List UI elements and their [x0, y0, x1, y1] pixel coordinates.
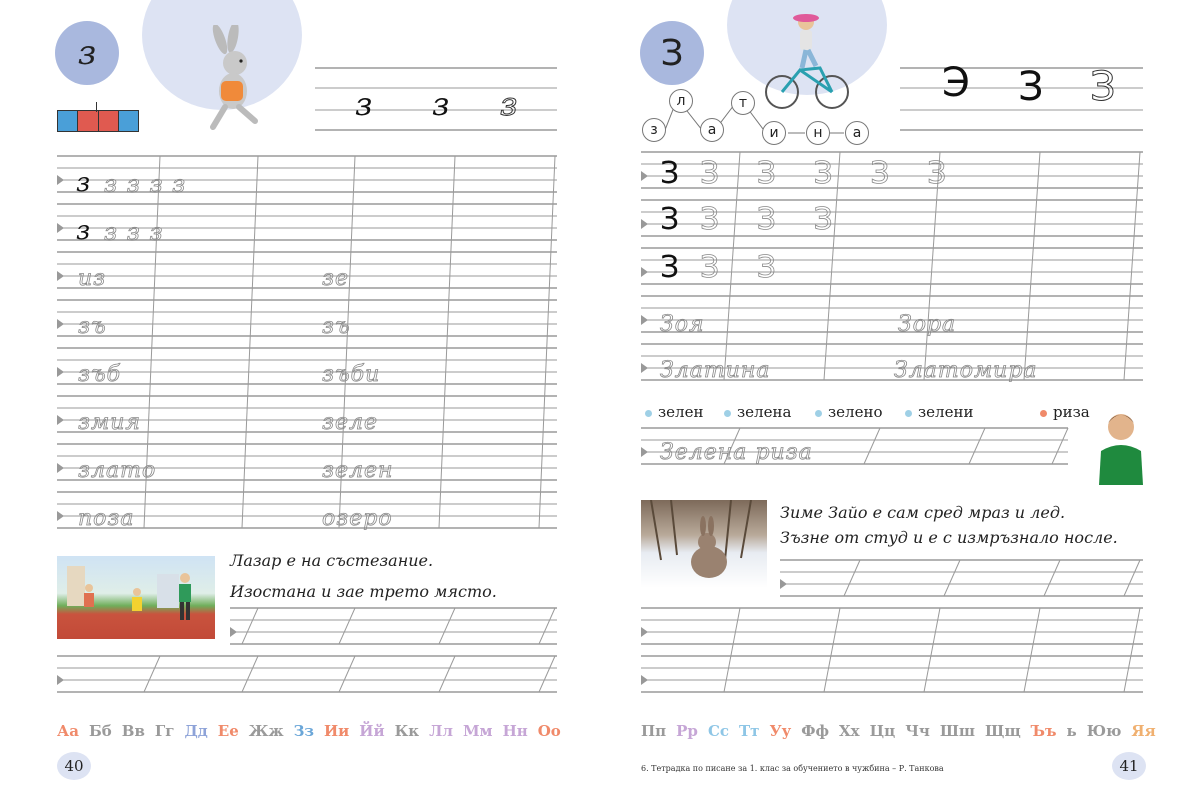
page-number: 40 — [57, 752, 91, 780]
row-arrow-icon — [57, 367, 64, 377]
alphabet-letter: ь — [1066, 722, 1077, 740]
word-traced: зъб — [78, 362, 122, 387]
slant-line — [944, 560, 960, 596]
alphabet-letter: Уу — [769, 722, 792, 740]
syllable-circle: а — [700, 118, 724, 142]
alphabet-letter: Нн — [502, 722, 528, 740]
color-word: зелено — [815, 403, 883, 421]
slant-line — [242, 656, 258, 692]
sentence-line: Зъзне от студ и е с измръзнало носле. — [780, 528, 1118, 547]
slant-line — [1044, 560, 1060, 596]
sound-box-vowel — [58, 111, 78, 131]
color-word: зелена — [724, 403, 791, 421]
alphabet-letter: Юю — [1086, 722, 1122, 740]
alphabet-letter: Рр — [676, 722, 698, 740]
slant-line — [339, 656, 355, 692]
word-traced: зъ — [322, 314, 351, 339]
row-arrow-icon — [57, 175, 64, 185]
row-arrow-icon — [57, 271, 64, 281]
sample-letter: Э — [942, 60, 970, 106]
alphabet-letter: Тт — [739, 722, 760, 740]
alphabet-letter: Цц — [869, 722, 896, 740]
alphabet-letter: Дд — [184, 722, 208, 740]
syllable-circle: т — [731, 91, 755, 115]
sample-letter-traced: З — [1090, 64, 1130, 110]
practice-traced: З З З З З — [700, 156, 961, 191]
color-dot — [724, 410, 731, 417]
slant-line — [1124, 560, 1140, 596]
word-traced: Златина — [660, 358, 771, 383]
letter-badge: З — [640, 21, 704, 85]
footer-note: 6. Тетрадка по писане за 1. клас за обучението в чужбина – Р. Танкова — [641, 764, 944, 773]
slant-line — [539, 156, 555, 528]
row-arrow-icon — [641, 219, 648, 229]
color-dot — [645, 410, 652, 417]
slant-line — [864, 428, 880, 464]
color-dot — [1040, 410, 1047, 417]
alphabet-letter: Бб — [88, 722, 112, 740]
row-arrow-icon — [641, 675, 648, 685]
word-traced: Зоя — [660, 312, 705, 337]
alphabet-letter: Мм — [462, 722, 493, 740]
syllable-circle: н — [806, 121, 830, 145]
sentence-line: Зиме Зайо е сам сред мраз и лед. — [780, 503, 1066, 522]
row-arrow-icon — [57, 463, 64, 473]
word-traced: поза — [78, 506, 135, 531]
row-arrow-icon — [230, 627, 237, 637]
slant-line — [1124, 608, 1140, 692]
syllable-circle: и — [762, 121, 786, 145]
slant-line — [539, 608, 555, 644]
practice-letter: з — [76, 216, 91, 246]
word-traced: из — [78, 266, 107, 291]
alphabet-letter: Жж — [248, 722, 284, 740]
sound-scheme — [57, 110, 139, 132]
sound-box-consonant — [78, 111, 98, 131]
word-traced: зъби — [322, 362, 381, 387]
practice-letter: З — [660, 202, 680, 237]
practice-traced: з з з — [104, 218, 164, 246]
letter-badge: з — [55, 21, 119, 85]
alphabet-strip — [641, 722, 1166, 740]
alphabet-letter: Гг — [154, 722, 175, 740]
page-number: 41 — [1112, 752, 1146, 780]
word-traced: зъ — [78, 314, 107, 339]
row-arrow-icon — [641, 627, 648, 637]
practice-letter: З — [660, 156, 680, 191]
row-arrow-icon — [641, 447, 648, 457]
sample-letter: з — [355, 85, 373, 123]
color-word: зелен — [645, 403, 703, 421]
race-photo — [57, 556, 215, 639]
sound-box-consonant — [99, 111, 119, 131]
syllable-circle: а — [845, 121, 869, 145]
slant-line — [1124, 152, 1140, 380]
slant-line — [1052, 428, 1068, 464]
alphabet-letter: Вв — [121, 722, 145, 740]
slant-line — [339, 608, 355, 644]
syllable-circle: з — [642, 118, 666, 142]
boy-photo — [1095, 405, 1147, 485]
alphabet-letter: Чч — [905, 722, 930, 740]
slant-line — [242, 608, 258, 644]
slant-line — [724, 608, 740, 692]
color-dot — [905, 410, 912, 417]
alphabet-letter: Йй — [359, 722, 385, 740]
slant-line — [969, 428, 985, 464]
slant-line — [144, 656, 160, 692]
row-arrow-icon — [641, 267, 648, 277]
alphabet-letter: Ее — [217, 722, 239, 740]
practice-letter: з — [76, 168, 91, 198]
sample-letter-traced: з — [500, 85, 519, 123]
row-arrow-icon — [641, 363, 648, 373]
row-arrow-icon — [641, 315, 648, 325]
practice-traced: з з з з — [104, 170, 187, 198]
row-arrow-icon — [57, 675, 64, 685]
slant-line — [844, 560, 860, 596]
word-traced: зеле — [322, 410, 379, 435]
syllable-divider — [96, 102, 97, 112]
sample-letter: з — [432, 85, 450, 123]
alphabet-letter: Фф — [801, 722, 830, 740]
phrase-traced: Зелена риза — [660, 440, 813, 465]
row-arrow-icon — [57, 415, 64, 425]
slant-line — [1024, 152, 1040, 380]
row-arrow-icon — [57, 319, 64, 329]
sound-box-vowel — [119, 111, 138, 131]
alphabet-letter: Аа — [57, 722, 79, 740]
alphabet-letter: Щщ — [985, 722, 1021, 740]
alphabet-letter: Кк — [394, 722, 420, 740]
practice-letter: З — [660, 250, 680, 285]
slant-line — [439, 156, 455, 528]
alphabet-letter: Пп — [641, 722, 667, 740]
word-traced: змия — [78, 410, 141, 435]
syllable-circle: л — [669, 89, 693, 113]
alphabet-letter: Лл — [429, 722, 453, 740]
alphabet-letter: Зз — [293, 722, 314, 740]
slant-line — [924, 608, 940, 692]
alphabet-letter: Яя — [1131, 722, 1156, 740]
alphabet-letter: Оо — [537, 722, 561, 740]
row-arrow-icon — [57, 223, 64, 233]
alphabet-letter: Шш — [939, 722, 976, 740]
rabbit-illustration — [195, 25, 275, 135]
sentence-line: Лазар е на състезание. — [230, 551, 434, 570]
slant-line — [1024, 608, 1040, 692]
color-dot — [815, 410, 822, 417]
word-traced: Зора — [898, 312, 957, 337]
alphabet-letter: Ъъ — [1030, 722, 1057, 740]
word-traced: злато — [78, 458, 157, 483]
row-arrow-icon — [57, 511, 64, 521]
slant-line — [242, 156, 258, 528]
word-traced: зелен — [322, 458, 394, 483]
alphabet-letter: Сс — [707, 722, 730, 740]
alphabet-strip — [57, 722, 571, 740]
color-word: зелени — [905, 403, 973, 421]
slant-line — [539, 656, 555, 692]
slant-line — [824, 608, 840, 692]
word-traced: зе — [322, 266, 350, 291]
row-arrow-icon — [641, 171, 648, 181]
practice-traced: З З — [700, 250, 791, 285]
hare-photo — [641, 500, 767, 588]
color-word: риза — [1040, 403, 1090, 421]
word-traced: Златомира — [894, 358, 1038, 383]
slant-line — [439, 608, 455, 644]
slant-line — [439, 656, 455, 692]
word-traced: озеро — [322, 506, 393, 531]
alphabet-letter: Ии — [323, 722, 350, 740]
alphabet-letter: Хх — [839, 722, 860, 740]
sentence-line: Изостана и зае трето място. — [230, 582, 497, 601]
row-arrow-icon — [780, 579, 787, 589]
practice-traced: З З З — [700, 202, 847, 237]
sample-letter: З — [1018, 64, 1044, 110]
